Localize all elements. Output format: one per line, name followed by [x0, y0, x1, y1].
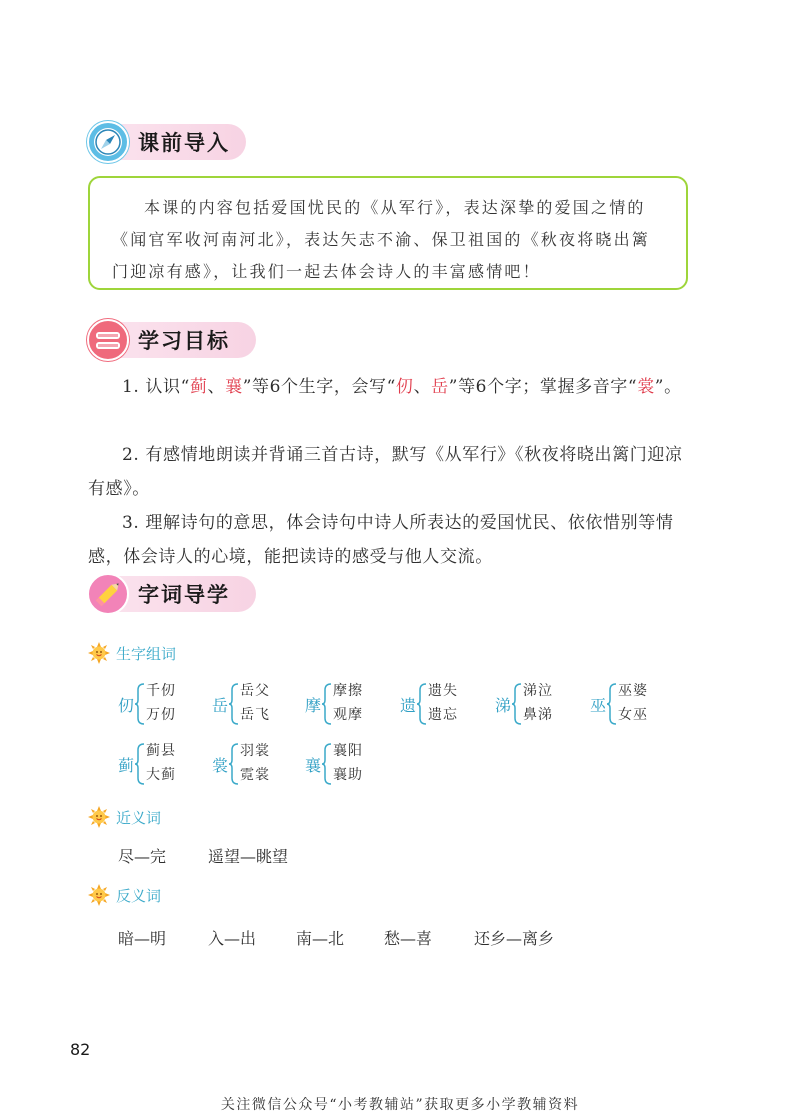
vocab-word: 万仞	[146, 707, 176, 723]
antonym-pair: 愁—喜	[384, 929, 433, 948]
brace-icon	[228, 742, 240, 786]
vocab-char: 裳	[212, 756, 229, 775]
vocab-word: 岳飞	[240, 707, 270, 723]
goal-3: 3. 理解诗句的意思，体会诗句中诗人所表达的爱国忧民、依依惜别等情感，体会诗人的心境，能把读诗的感受与他人交流。	[88, 513, 674, 567]
goal-1-text-c: ”等6个字；掌握多音字“	[448, 377, 638, 397]
vocab-char: 蓟	[118, 756, 135, 775]
vocab-word: 大蓟	[146, 767, 176, 783]
vocab-word: 巫婆	[618, 683, 648, 699]
antonym-pair: 入—出	[208, 929, 257, 948]
section-title-words: 字词导学	[138, 583, 230, 607]
subhead-synonyms	[88, 806, 161, 828]
subhead-new-words	[88, 642, 176, 664]
pencil-icon	[86, 572, 130, 616]
antonym-pair: 暗—明	[118, 929, 167, 948]
footer-note: 关注微信公众号“小考教辅站”获取更多小学教辅资料	[220, 1097, 580, 1113]
vocab-char: 摩	[305, 696, 322, 715]
synonym-pair: 遥望—眺望	[208, 847, 289, 866]
vocab-word: 岳父	[240, 683, 270, 699]
vocab-word: 羽裳	[240, 743, 270, 759]
vocab-word: 遗失	[428, 683, 458, 699]
vocab-word: 女巫	[618, 707, 648, 723]
brace-icon	[321, 742, 333, 786]
section-title-intro: 课前导入	[138, 131, 230, 155]
goal-1-sep: 、	[413, 377, 432, 397]
antonym-pair: 南—北	[296, 929, 345, 948]
vocab-word: 遗忘	[428, 707, 458, 723]
goal-1-text-b: ”等6个生字，会写“	[242, 377, 396, 397]
goal-1-char-2: 襄	[225, 377, 243, 397]
goal-1-char-3: 仞	[395, 377, 414, 397]
vocab-word: 摩擦	[333, 683, 363, 699]
vocab-char: 岳	[212, 696, 229, 715]
goal-1-char-5: 裳	[637, 377, 655, 397]
brace-icon	[228, 682, 240, 726]
vocab-word: 观摩	[333, 707, 363, 723]
subhead-label: 近义词	[116, 808, 162, 827]
sun-icon	[88, 884, 110, 906]
section-title-goals: 学习目标	[138, 329, 230, 353]
section-banner-words	[86, 572, 256, 616]
vocab-word: 鼻涕	[523, 707, 553, 723]
page-number: 82	[70, 1040, 91, 1059]
intro-text: 本课的内容包括爱国忧民的《从军行》，表达深挚的爱国之情的《闻官军收河南河北》，表达矢志不渝、保卫祖国的《秋夜将晓出篱门迎凉有感》，让我们一起去体会诗人的丰富感情吧！	[112, 198, 651, 281]
vocab-char: 遗	[400, 696, 417, 715]
synonym-pair: 尽—完	[118, 847, 167, 866]
brace-icon	[511, 682, 523, 726]
goal-1-text-d: ”。	[654, 377, 682, 397]
section-banner-intro	[86, 120, 246, 164]
vocab-word: 襄助	[333, 767, 363, 783]
vocab-char: 仞	[118, 696, 135, 715]
vocab-char: 巫	[590, 696, 607, 715]
brace-icon	[416, 682, 428, 726]
vocab-word: 涕泣	[523, 683, 553, 699]
compass-icon	[86, 120, 130, 164]
goal-1-char-1: 蓟	[189, 377, 208, 397]
goal-1-char-4: 岳	[431, 377, 449, 397]
brace-icon	[606, 682, 618, 726]
goal-1-sep: 、	[207, 377, 226, 397]
vocab-char: 涕	[495, 696, 512, 715]
goal-1-text-a: 1. 认识“	[122, 377, 190, 397]
subhead-label: 生字组词	[116, 644, 177, 663]
goal-1	[88, 370, 692, 404]
vocab-char: 襄	[305, 756, 322, 775]
antonym-pair: 还乡—离乡	[474, 929, 555, 948]
vocab-word: 霓裳	[240, 767, 270, 783]
brace-icon	[134, 742, 146, 786]
vocab-word: 襄阳	[333, 743, 363, 759]
sun-icon	[88, 806, 110, 828]
brace-icon	[321, 682, 333, 726]
sun-icon	[88, 642, 110, 664]
goal-2: 2. 有感情地朗读并背诵三首古诗，默写《从军行》《秋夜将晓出篱门迎凉有感》。	[88, 445, 683, 499]
brace-icon	[134, 682, 146, 726]
subhead-label: 反义词	[116, 886, 162, 905]
section-banner-goals	[86, 318, 256, 362]
book-stack-icon	[86, 318, 130, 362]
intro-box	[88, 176, 688, 290]
vocab-word: 千仞	[146, 683, 176, 699]
subhead-antonyms	[88, 884, 161, 906]
vocab-word: 蓟县	[146, 743, 176, 759]
